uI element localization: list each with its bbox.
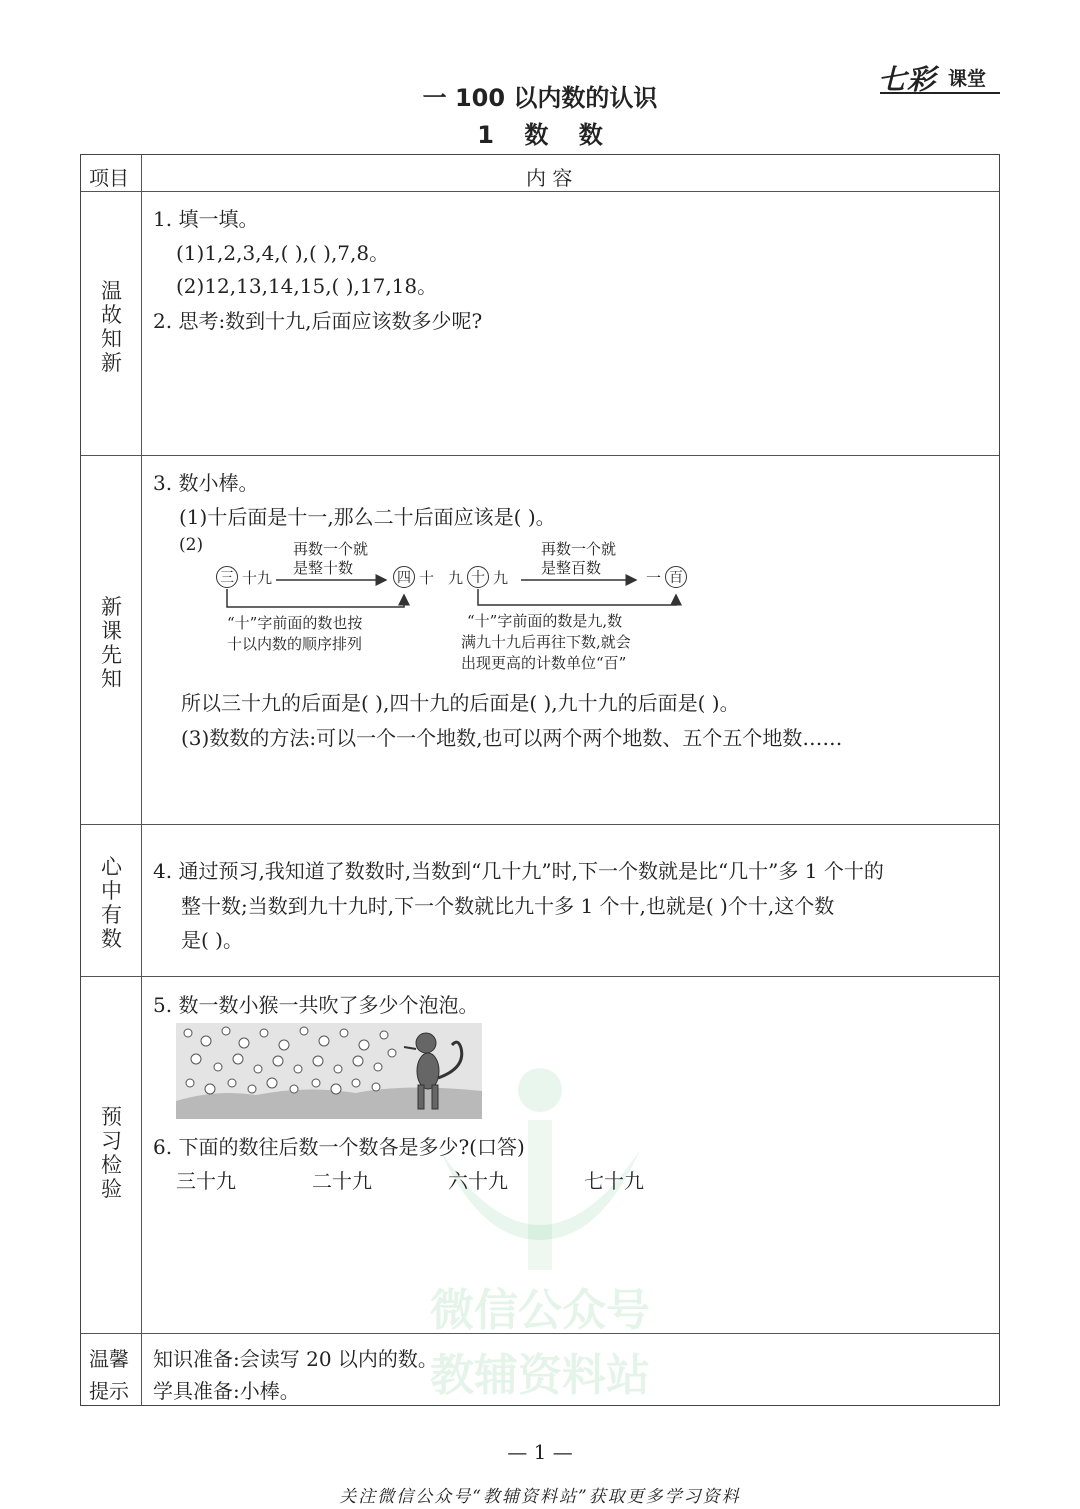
q3-part2-answer: 所以三十九的后面是( ),四十九的后面是( ),九十九的后面是( )。 — [181, 691, 740, 715]
watermark-line2: 教辅资料站 — [430, 1350, 650, 1400]
row-label-preview: 新课先知 — [101, 595, 122, 691]
q4-line3: 是( )。 — [181, 928, 243, 952]
diagram-right-note2: 满九十九后再往下数,就会 — [461, 633, 631, 651]
q5-title: 5. 数一数小猴一共吹了多少个泡泡。 — [153, 993, 479, 1017]
footer-note: 关注微信公众号“教辅资料站”获取更多学习资料 — [339, 1487, 741, 1507]
row-divider — [81, 976, 999, 977]
diagram-right-start-circle: 十 — [467, 566, 489, 588]
tips-line2: 学具准备:小棒。 — [153, 1379, 300, 1403]
diagram-left-end-circle: 四 — [393, 566, 415, 588]
q1-part2: (2)12,13,14,15,( ),17,18。 — [176, 274, 438, 298]
page-number: — 1 — — [507, 1440, 573, 1464]
diagram-left-note2: 十以内数的顺序排列 — [227, 635, 363, 653]
arrow-right-bottom — [478, 589, 676, 605]
tips-line1: 知识准备:会读写 20 以内的数。 — [153, 1347, 438, 1371]
header-content: 内 容 — [526, 166, 573, 190]
diagram-left-arrow-text2: 是整十数 — [293, 559, 354, 577]
section-title: 1 数 数 — [477, 121, 603, 149]
diagram-right-end-head: 一 — [646, 569, 662, 587]
monkey-bubbles-image — [176, 1023, 482, 1119]
chapter-title: 一 100 以内数的认识 — [422, 84, 658, 112]
brand-part2: 课堂 — [948, 68, 987, 90]
row-divider — [81, 1333, 999, 1334]
lesson-table — [80, 154, 1000, 1406]
diagram-arrows — [81, 155, 1001, 675]
q1-part1: (1)1,2,3,4,( ),( ),7,8。 — [176, 241, 390, 265]
q6-item-3: 六十九 — [448, 1169, 508, 1193]
diagram-right-arrow-text1: 再数一个就 — [541, 540, 617, 558]
q4-line2: 整十数;当数到九十九时,下一个数就比九十多 1 个十,也就是( )个十,这个数 — [181, 894, 835, 918]
q6-item-2: 二十九 — [312, 1169, 372, 1193]
q6-title: 6. 下面的数往后数一个数各是多少?(口答) — [153, 1135, 525, 1159]
row-label-review: 温故知新 — [101, 279, 122, 375]
q3-part2-label: (2) — [179, 535, 204, 555]
arrow-left-bottom — [227, 589, 404, 607]
q1-title: 1. 填一填。 — [153, 207, 259, 231]
q3-part1: (1)十后面是十一,那么二十后面应该是( )。 — [179, 505, 556, 529]
diagram-left-arrow-text1: 再数一个就 — [293, 540, 369, 558]
diagram-left-start-tail: 十九 — [242, 569, 273, 587]
row-label-mind: 心中有数 — [101, 855, 122, 951]
row-label-tips-2: 提示 — [89, 1379, 129, 1403]
header-item: 项目 — [89, 166, 129, 190]
diagram-right-arrow-text2: 是整百数 — [541, 559, 602, 577]
diagram-right-start-head: 九 — [448, 569, 464, 587]
diagram-left-note1: “十”字前面的数也按 — [227, 614, 363, 632]
row-label-tips-1: 温馨 — [89, 1347, 129, 1371]
q3-part3: (3)数数的方法:可以一个一个地数,也可以两个两个地数、五个五个地数…… — [181, 726, 843, 750]
q6-item-4: 七十九 — [584, 1169, 644, 1193]
q4-line1: 4. 通过预习,我知道了数数时,当数到“几十九”时,下一个数就是比“几十”多 1 个十的 — [153, 859, 884, 883]
diagram-left-start-circle: 三 — [216, 566, 238, 588]
brand-part1: 七彩 — [878, 63, 937, 96]
watermark-line1: 微信公众号 — [430, 1285, 650, 1336]
row-label-check: 预习检验 — [101, 1105, 122, 1201]
diagram-right-note3: 出现更高的计数单位“百” — [461, 654, 627, 672]
q3-title: 3. 数小棒。 — [153, 471, 259, 495]
diagram-right-note1: “十”字前面的数是九,数 — [467, 612, 623, 630]
q6-item-1: 三十九 — [176, 1169, 236, 1193]
diagram-left-end-tail: 十 — [419, 569, 435, 587]
row-divider — [81, 824, 999, 825]
diagram-right-end-circle: 百 — [665, 566, 687, 588]
q2-title: 2. 思考:数到十九,后面应该数多少呢? — [153, 309, 483, 333]
diagram-right-start-tail: 九 — [493, 569, 509, 587]
